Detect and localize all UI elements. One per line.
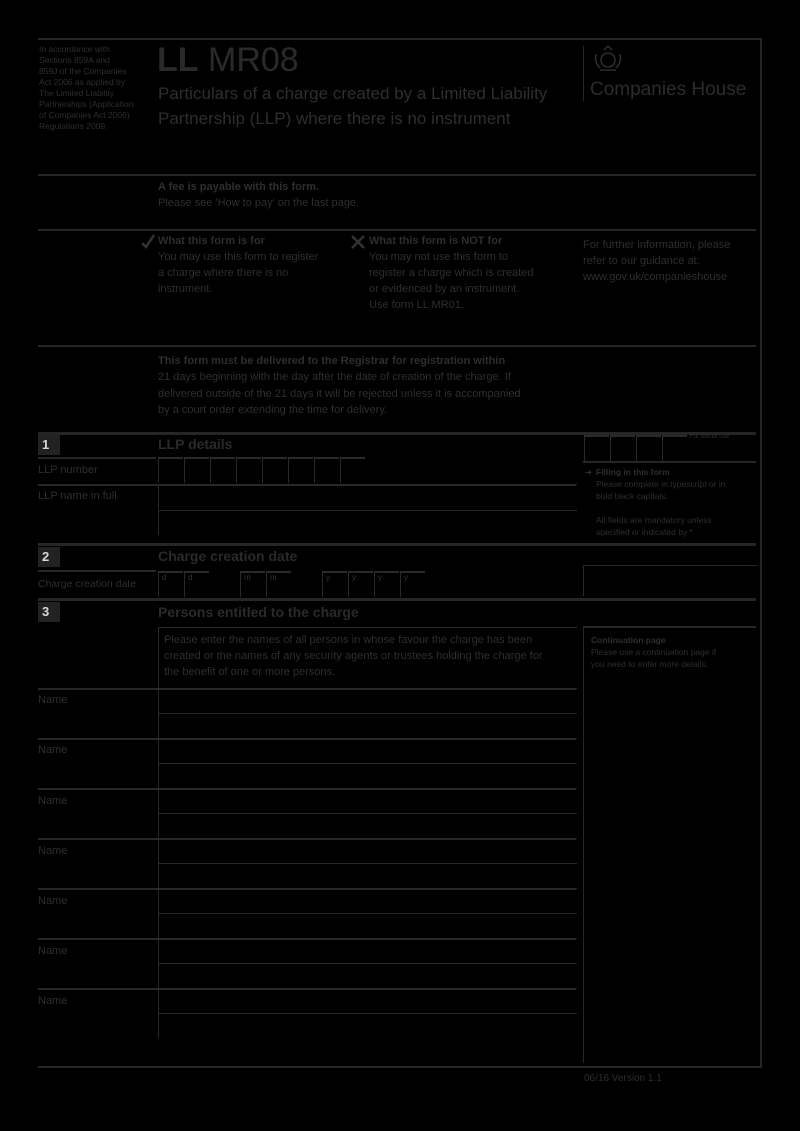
filling-title: Filling in this form [596, 467, 670, 477]
cross-icon [350, 234, 366, 250]
name-label: Name [38, 795, 68, 807]
section-number-2: 2 [38, 547, 60, 567]
llp-number-cell[interactable] [288, 457, 313, 483]
name-label: Name [38, 845, 68, 857]
checkmark-icon [140, 233, 156, 249]
date-year-cell[interactable]: y [400, 571, 425, 597]
llp-number-cell[interactable] [340, 457, 365, 483]
llp-name-input-line2[interactable] [158, 510, 577, 535]
section-title-charge-creation-date: Charge creation date [158, 548, 298, 564]
continuation-title: Continuation page [591, 635, 666, 645]
section-title-persons-entitled: Persons entitled to the charge [158, 604, 359, 620]
date-month-cell[interactable]: m [240, 571, 265, 597]
date-year-cell[interactable]: y [348, 571, 373, 597]
llp-number-cell[interactable] [314, 457, 339, 483]
rule [38, 345, 756, 347]
rule [38, 229, 756, 231]
name-label: Name [38, 744, 68, 756]
official-use-label: For official use [690, 434, 729, 440]
rule [583, 626, 756, 628]
section-title-llp-details: LLP details [158, 436, 233, 452]
section-number-1: 1 [38, 435, 60, 455]
fee-line1: A fee is payable with this form. [158, 181, 319, 193]
date-year-cell[interactable]: y [374, 571, 399, 597]
name-input[interactable] [158, 988, 577, 1013]
llp-number-cell[interactable] [236, 457, 261, 483]
rule [583, 543, 756, 546]
name-input[interactable] [158, 738, 577, 763]
name-input[interactable] [158, 788, 577, 813]
form-title-line1: Particulars of a charge created by a Limited Liability [158, 84, 548, 103]
for-title: What this form is for [158, 235, 265, 247]
name-input[interactable] [158, 763, 577, 788]
llp-name-label: LLP name in full [38, 490, 117, 502]
rule [38, 457, 156, 459]
right-border [760, 38, 762, 1068]
name-label: Name [38, 895, 68, 907]
logo-divider [583, 46, 584, 101]
guidance-link[interactable]: www.gov.uk/companieshouse [583, 271, 728, 283]
llp-number-cell[interactable] [184, 457, 209, 483]
not-for-title: What this form is NOT for [369, 235, 503, 247]
official-use-cell [662, 435, 687, 461]
royal-crest-icon [590, 44, 626, 74]
llp-number-cell[interactable] [158, 457, 183, 483]
bottom-rule [38, 1066, 760, 1068]
section-number-3: 3 [38, 602, 60, 622]
form-code: LL MR08 [157, 41, 299, 79]
date-month-cell[interactable]: m [266, 571, 291, 597]
official-use-cell [610, 435, 635, 461]
date-day-cell[interactable]: d [184, 571, 209, 597]
name-input[interactable] [158, 913, 577, 938]
name-input[interactable] [158, 888, 577, 913]
form-title-line2: Partnership (LLP) where there is no instrument [158, 109, 511, 128]
name-label: Name [38, 945, 68, 957]
name-input[interactable] [158, 863, 577, 888]
name-input[interactable] [158, 813, 577, 838]
name-label: Name [38, 694, 68, 706]
llp-name-input-line1[interactable] [158, 484, 577, 509]
date-year-cell[interactable]: y [322, 571, 347, 597]
name-input[interactable] [158, 963, 577, 988]
charge-creation-date-label: Charge creation date [38, 578, 137, 590]
top-rule [38, 38, 760, 40]
section-rule [38, 598, 756, 601]
name-input[interactable] [158, 938, 577, 963]
llp-number-label: LLP number [38, 464, 98, 476]
fee-line2: Please see 'How to pay' on the last page. [158, 197, 360, 209]
name-input[interactable] [158, 1013, 577, 1038]
official-use-cell [584, 435, 609, 461]
side-box [583, 565, 757, 596]
name-input[interactable] [158, 688, 577, 713]
arrow-icon: ➜ [585, 467, 593, 477]
date-day-cell[interactable]: d [158, 571, 183, 597]
rule [38, 174, 756, 176]
rule [583, 461, 756, 463]
rule [583, 432, 756, 434]
companies-house-logo: Companies House [590, 79, 747, 100]
name-input[interactable] [158, 713, 577, 738]
name-input[interactable] [158, 838, 577, 863]
llp-number-cell[interactable] [210, 457, 235, 483]
version-label: 06/16 Version 1.1 [584, 1073, 662, 1084]
side-divider [583, 626, 584, 1063]
rule [38, 570, 156, 572]
llp-number-cell[interactable] [262, 457, 287, 483]
name-label: Name [38, 995, 68, 1007]
official-use-cell [636, 435, 661, 461]
